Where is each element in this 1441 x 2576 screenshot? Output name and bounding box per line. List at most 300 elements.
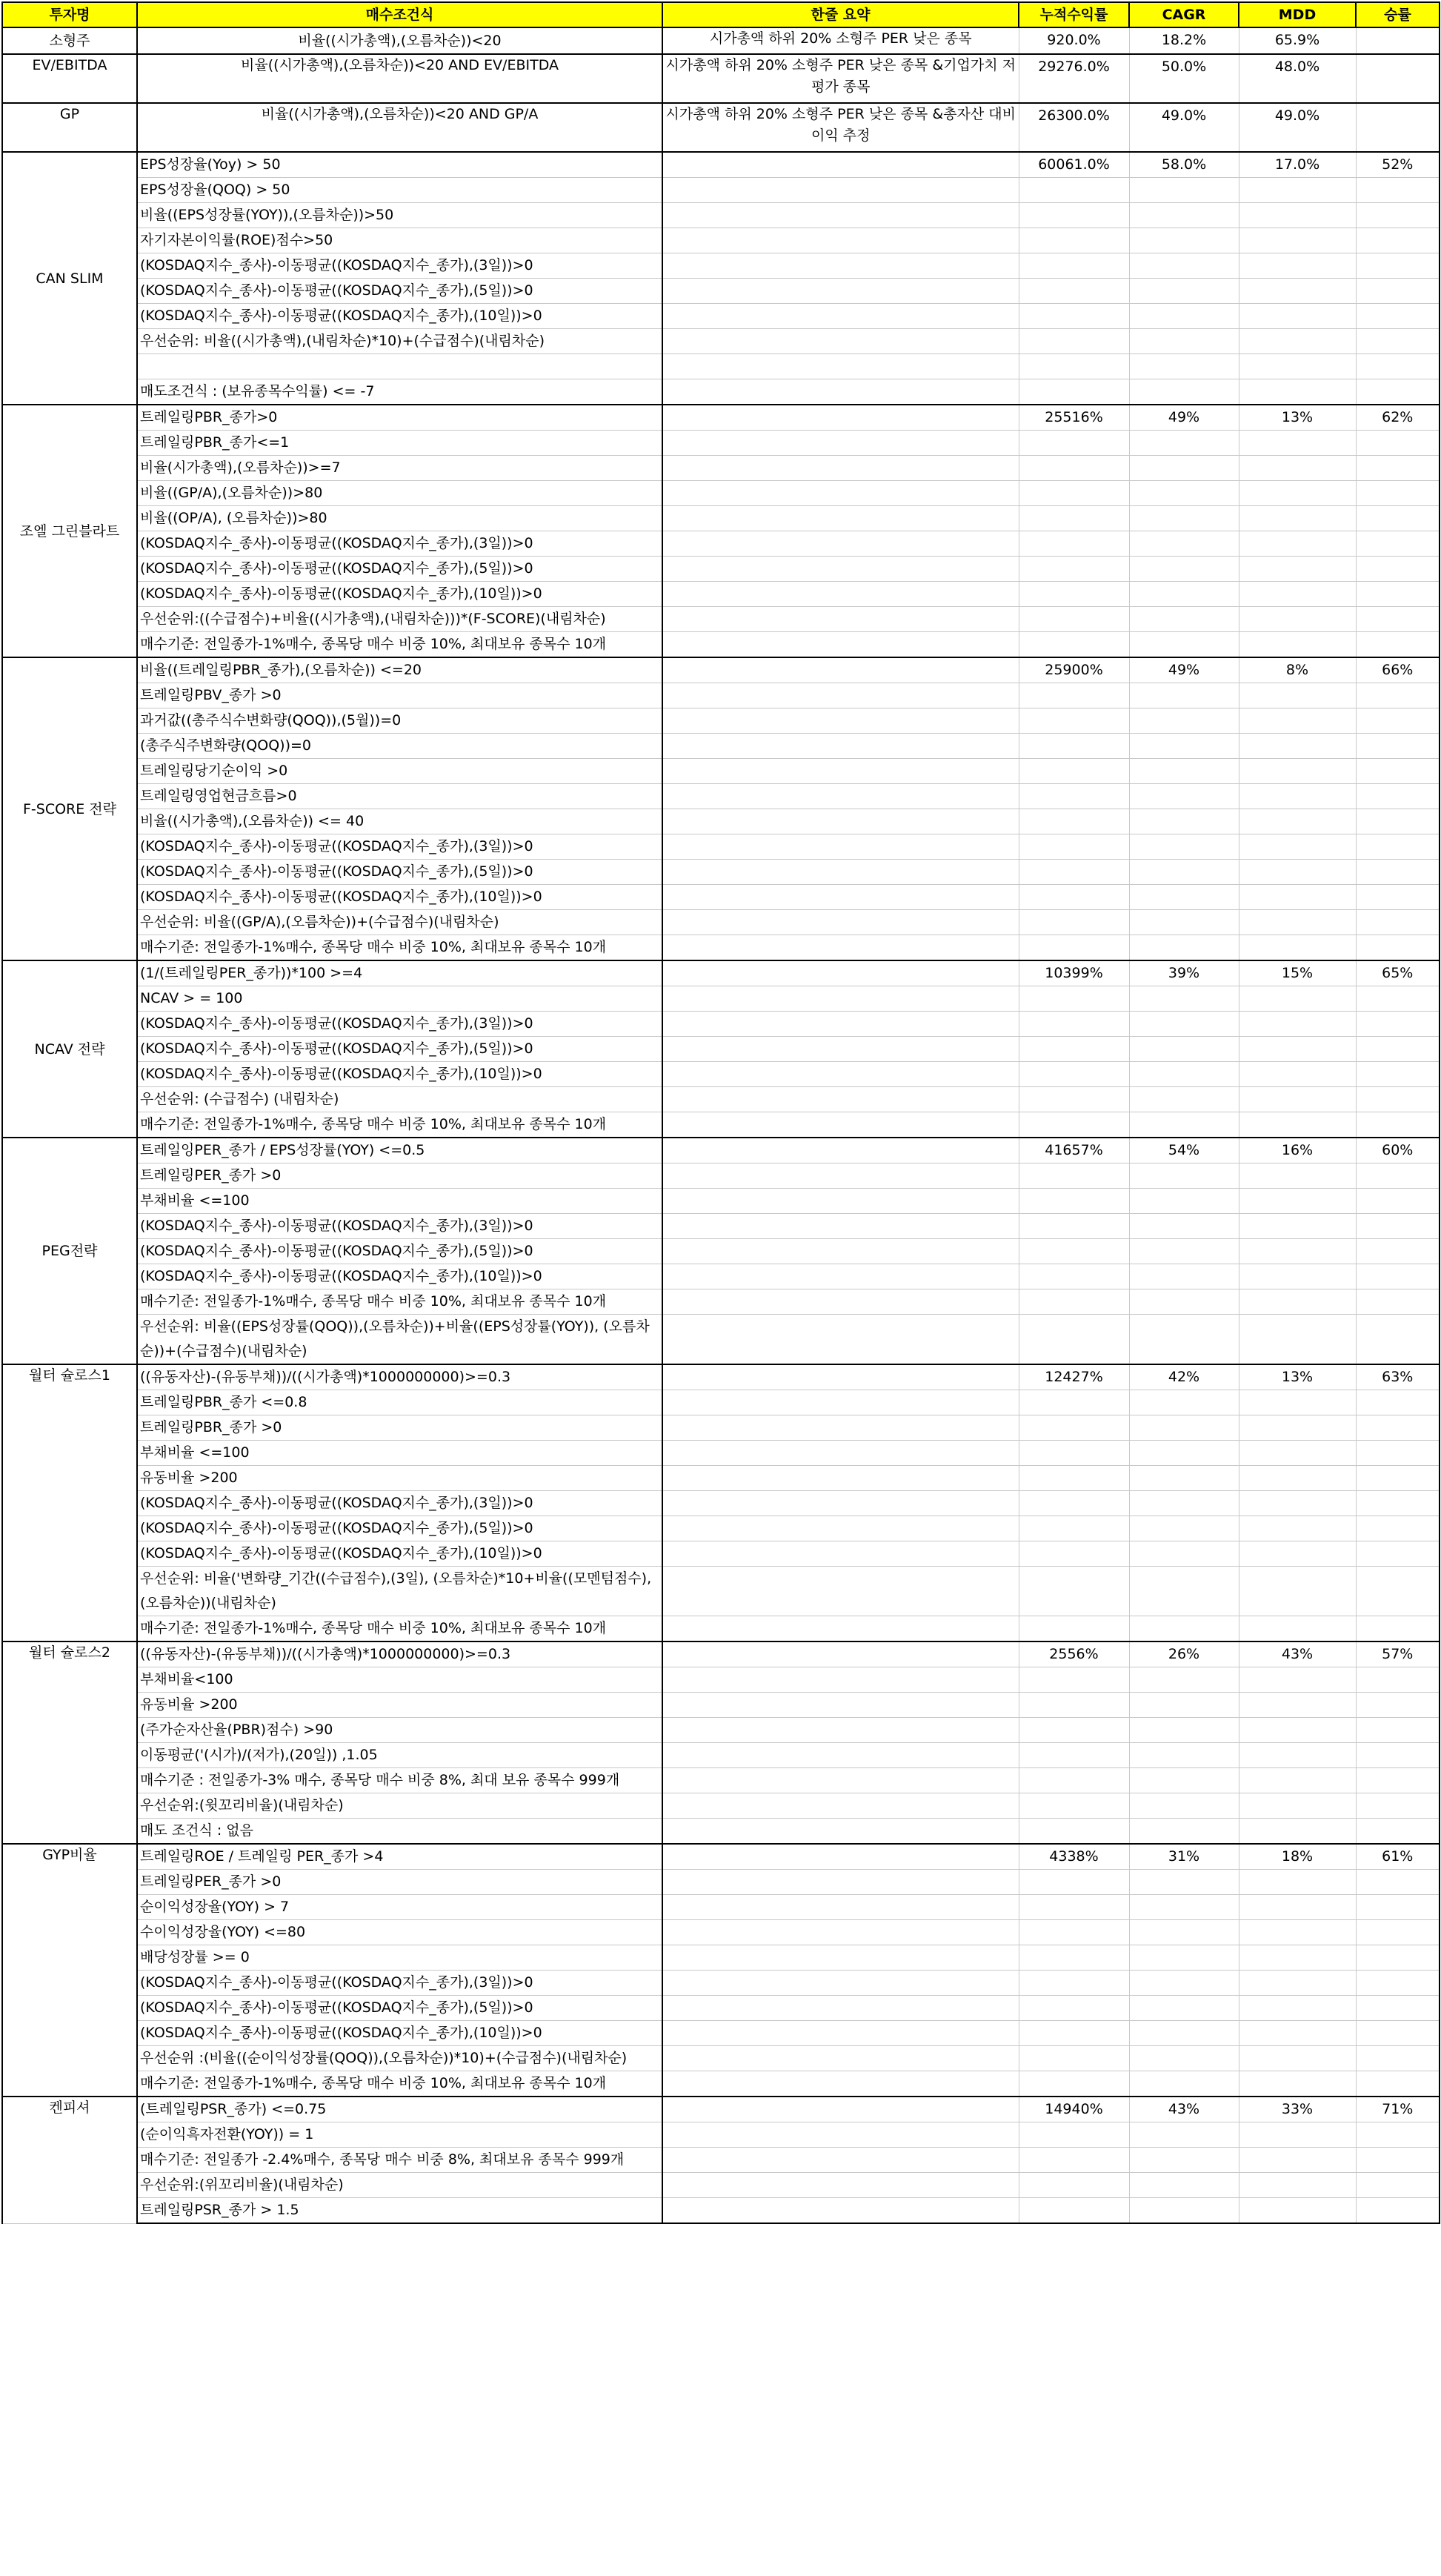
- mdd-cell: 33%: [1239, 2097, 1356, 2122]
- mdd-cell-empty: [1239, 1793, 1356, 1819]
- win-cell-empty: [1356, 582, 1440, 607]
- mdd-cell-empty: [1239, 1567, 1356, 1616]
- mdd-cell-empty: [1239, 2122, 1356, 2148]
- condition-cell: 순이익성장율(YOY) > 7: [137, 1895, 662, 1920]
- table-row: [2, 784, 1440, 809]
- table-row: [2, 2198, 1440, 2224]
- cagr-cell-empty: [1129, 1037, 1239, 1062]
- return-cell-empty: [1019, 1163, 1129, 1189]
- return-cell-empty: [1019, 708, 1129, 734]
- cagr-cell-empty: [1129, 1819, 1239, 1845]
- cagr-cell-empty: [1129, 1012, 1239, 1037]
- condition-cell: (KOSDAQ지수_종사)-이동평균((KOSDAQ지수_종가),(3일))>0: [137, 253, 662, 279]
- strategy-block: [2, 152, 1440, 405]
- table-row: [2, 178, 1440, 203]
- summary-cell-empty: [662, 1062, 1019, 1087]
- condition-cell: 유동비율 >200: [137, 1693, 662, 1718]
- table-row: [2, 557, 1440, 582]
- summary-cell-empty: [662, 1012, 1019, 1037]
- summary-cell-empty: [662, 860, 1019, 885]
- return-cell: 26300.0%: [1019, 103, 1129, 152]
- mdd-cell-empty: [1239, 1895, 1356, 1920]
- mdd-cell-empty: [1239, 986, 1356, 1012]
- mdd-cell-empty: [1239, 2021, 1356, 2046]
- condition-cell: (KOSDAQ지수_종사)-이동평균((KOSDAQ지수_종가),(10일))>0: [137, 1541, 662, 1567]
- cagr-cell-empty: [1129, 1895, 1239, 1920]
- mdd-cell-empty: [1239, 935, 1356, 961]
- condition-cell: 트레일링당기순이익 >0: [137, 759, 662, 784]
- win-cell-empty: [1356, 1239, 1440, 1264]
- mdd-cell-empty: [1239, 1441, 1356, 1466]
- table-row: [2, 1062, 1440, 1087]
- summary-cell-empty: [662, 379, 1019, 405]
- summary-cell: 시가총액 하위 20% 소형주 PER 낮은 종목: [662, 27, 1019, 54]
- win-cell-empty: [1356, 708, 1440, 734]
- table-row: [2, 1895, 1440, 1920]
- cagr-cell-empty: [1129, 1870, 1239, 1895]
- condition-cell: (KOSDAQ지수_종사)-이동평균((KOSDAQ지수_종가),(3일))>0: [137, 834, 662, 860]
- condition-cell: 트레일링영업현금흐름>0: [137, 784, 662, 809]
- strategy-name: 켄피셔: [2, 2097, 137, 2223]
- return-cell: 2556%: [1019, 1641, 1129, 1667]
- return-cell-empty: [1019, 2148, 1129, 2173]
- table-row: [2, 1189, 1440, 1214]
- cagr-cell-empty: [1129, 1541, 1239, 1567]
- mdd-cell-empty: [1239, 178, 1356, 203]
- summary-cell-empty: [662, 2173, 1019, 2198]
- win-cell-empty: [1356, 1037, 1440, 1062]
- win-cell-empty: [1356, 481, 1440, 506]
- mdd-cell: 48.0%: [1239, 54, 1356, 103]
- win-cell: 52%: [1356, 152, 1440, 178]
- table-row: [2, 431, 1440, 456]
- table-row: [2, 1996, 1440, 2021]
- strategy-name: 소형주: [2, 27, 137, 54]
- table-row: [2, 1616, 1440, 1642]
- summary-cell-empty: [662, 203, 1019, 228]
- return-cell-empty: [1019, 304, 1129, 329]
- table-row: [2, 1415, 1440, 1441]
- condition-cell: 매수기준: 전일종가-1%매수, 종목당 매수 비중 10%, 최대보유 종목수 10개: [137, 935, 662, 961]
- condition-cell: (KOSDAQ지수_종사)-이동평균((KOSDAQ지수_종가),(5일))>0: [137, 860, 662, 885]
- summary-cell: [662, 1641, 1019, 1667]
- condition-cell: 자기자본이익률(ROE)점수>50: [137, 228, 662, 253]
- summary-cell-empty: [662, 1667, 1019, 1693]
- mdd-cell-empty: [1239, 1214, 1356, 1239]
- summary-cell-empty: [662, 329, 1019, 354]
- strategy-block: [2, 27, 1440, 54]
- table-row: [2, 860, 1440, 885]
- mdd-cell-empty: [1239, 456, 1356, 481]
- return-cell: 920.0%: [1019, 27, 1129, 54]
- return-cell-empty: [1019, 834, 1129, 860]
- return-cell: 12427%: [1019, 1364, 1129, 1390]
- mdd-cell: 43%: [1239, 1641, 1356, 1667]
- return-cell-empty: [1019, 2046, 1129, 2071]
- mdd-cell-empty: [1239, 1870, 1356, 1895]
- win-cell-empty: [1356, 178, 1440, 203]
- cagr-cell-empty: [1129, 2198, 1239, 2224]
- win-cell-empty: [1356, 1264, 1440, 1289]
- return-cell-empty: [1019, 607, 1129, 632]
- win-cell-empty: [1356, 531, 1440, 557]
- return-cell-empty: [1019, 683, 1129, 708]
- mdd-cell-empty: [1239, 1693, 1356, 1718]
- table-row: [2, 582, 1440, 607]
- condition-cell: (KOSDAQ지수_종사)-이동평균((KOSDAQ지수_종가),(5일))>0: [137, 1239, 662, 1264]
- condition-cell: 부채비율 <=100: [137, 1189, 662, 1214]
- table-row: [2, 1844, 1440, 1870]
- summary-cell-empty: [662, 1315, 1019, 1365]
- table-row: [2, 809, 1440, 834]
- condition-cell: (KOSDAQ지수_종사)-이동평균((KOSDAQ지수_종가),(5일))>0: [137, 557, 662, 582]
- return-cell-empty: [1019, 1693, 1129, 1718]
- return-cell-empty: [1019, 279, 1129, 304]
- win-cell-empty: [1356, 1315, 1440, 1365]
- win-cell-empty: [1356, 1718, 1440, 1743]
- summary-cell-empty: [662, 1264, 1019, 1289]
- mdd-cell-empty: [1239, 1743, 1356, 1768]
- cagr-cell-empty: [1129, 1163, 1239, 1189]
- cagr-cell-empty: [1129, 834, 1239, 860]
- header-conditions: 매수조건식: [137, 2, 662, 27]
- condition-cell: (KOSDAQ지수_종사)-이동평균((KOSDAQ지수_종가),(10일))>0: [137, 1264, 662, 1289]
- summary-cell: [662, 405, 1019, 431]
- cagr-cell: 18.2%: [1129, 27, 1239, 54]
- summary-cell-empty: [662, 1743, 1019, 1768]
- condition-cell: (KOSDAQ지수_종사)-이동평균((KOSDAQ지수_종가),(5일))>0: [137, 1516, 662, 1541]
- table-row: [2, 1920, 1440, 1945]
- mdd-cell-empty: [1239, 304, 1356, 329]
- summary-cell-empty: [662, 910, 1019, 935]
- summary-cell: [662, 960, 1019, 986]
- mdd-cell-empty: [1239, 253, 1356, 279]
- mdd-cell-empty: [1239, 2071, 1356, 2097]
- summary-cell-empty: [662, 354, 1019, 379]
- table-row: [2, 1541, 1440, 1567]
- condition-cell: 우선순위: 비율((GP/A),(오름차순))+(수급점수)(내림차순): [137, 910, 662, 935]
- win-cell: 62%: [1356, 405, 1440, 431]
- cagr-cell-empty: [1129, 1491, 1239, 1516]
- table-row: [2, 405, 1440, 431]
- condition-cell: 트레일링PBR_종가<=1: [137, 431, 662, 456]
- strategy-block: [2, 1138, 1440, 1364]
- summary-cell-empty: [662, 481, 1019, 506]
- return-cell: 10399%: [1019, 960, 1129, 986]
- table-row: [2, 379, 1440, 405]
- condition-cell: (총주식주변화량(QOQ))=0: [137, 734, 662, 759]
- condition-cell: 매수기준: 전일종가-1%매수, 종목당 매수 비중 10%, 최대보유 종목수 10개: [137, 632, 662, 658]
- summary-cell-empty: [662, 683, 1019, 708]
- summary-cell-empty: [662, 708, 1019, 734]
- return-cell-empty: [1019, 1996, 1129, 2021]
- return-cell-empty: [1019, 1516, 1129, 1541]
- header-row: [2, 2, 1440, 27]
- condition-cell: 우선순위: 비율((시가총액),(내림차순)*10)+(수급점수)(내림차순): [137, 329, 662, 354]
- mdd-cell-empty: [1239, 734, 1356, 759]
- cagr-cell-empty: [1129, 784, 1239, 809]
- return-cell-empty: [1019, 860, 1129, 885]
- cagr-cell-empty: [1129, 2046, 1239, 2071]
- mdd-cell-empty: [1239, 1616, 1356, 1642]
- cagr-cell-empty: [1129, 2173, 1239, 2198]
- table-row: [2, 759, 1440, 784]
- strategy-name: 월터 슐로스2: [2, 1641, 137, 1844]
- summary-cell-empty: [662, 557, 1019, 582]
- return-cell-empty: [1019, 2173, 1129, 2198]
- mdd-cell-empty: [1239, 279, 1356, 304]
- return-cell-empty: [1019, 885, 1129, 910]
- cagr-cell: 39%: [1129, 960, 1239, 986]
- table-row: [2, 506, 1440, 531]
- return-cell-empty: [1019, 228, 1129, 253]
- table-row: [2, 1466, 1440, 1491]
- win-cell-empty: [1356, 860, 1440, 885]
- condition-cell: 우선순위: (수급점수) (내림차순): [137, 1087, 662, 1112]
- table-row: [2, 607, 1440, 632]
- return-cell-empty: [1019, 1667, 1129, 1693]
- win-cell-empty: [1356, 1693, 1440, 1718]
- mdd-cell-empty: [1239, 1718, 1356, 1743]
- condition-cell: EPS성장율(Yoy) > 50: [137, 152, 662, 178]
- summary-cell-empty: [662, 304, 1019, 329]
- header-name: 투자명: [2, 2, 137, 27]
- table-row: [2, 354, 1440, 379]
- strategy-name: 월터 슐로스1: [2, 1364, 137, 1641]
- win-cell-empty: [1356, 1112, 1440, 1138]
- table-row: [2, 1718, 1440, 1743]
- condition-cell: (KOSDAQ지수_종사)-이동평균((KOSDAQ지수_종가),(3일))>0: [137, 1012, 662, 1037]
- return-cell-empty: [1019, 481, 1129, 506]
- win-cell-empty: [1356, 1920, 1440, 1945]
- condition-cell: 트레일링PBV_종가 >0: [137, 683, 662, 708]
- return-cell: 60061.0%: [1019, 152, 1129, 178]
- table-row: [2, 834, 1440, 860]
- mdd-cell-empty: [1239, 1087, 1356, 1112]
- return-cell-empty: [1019, 1062, 1129, 1087]
- summary-cell-empty: [662, 1466, 1019, 1491]
- return-cell-empty: [1019, 632, 1129, 658]
- summary-cell-empty: [662, 456, 1019, 481]
- condition-cell: (KOSDAQ지수_종사)-이동평균((KOSDAQ지수_종가),(3일))>0: [137, 531, 662, 557]
- return-cell-empty: [1019, 253, 1129, 279]
- summary-cell: [662, 657, 1019, 683]
- summary-cell-empty: [662, 1390, 1019, 1415]
- mdd-cell-empty: [1239, 1264, 1356, 1289]
- condition-cell: 트레일링PBR_종가 >0: [137, 1415, 662, 1441]
- win-cell-empty: [1356, 784, 1440, 809]
- mdd-cell: 16%: [1239, 1138, 1356, 1163]
- cagr-cell-empty: [1129, 759, 1239, 784]
- return-cell-empty: [1019, 910, 1129, 935]
- table-row: [2, 279, 1440, 304]
- table-row: [2, 2046, 1440, 2071]
- table-row: [2, 657, 1440, 683]
- win-cell: 61%: [1356, 1844, 1440, 1870]
- table-row: [2, 2148, 1440, 2173]
- summary-cell-empty: [662, 632, 1019, 658]
- condition-cell: 부채비율 <=100: [137, 1441, 662, 1466]
- summary-cell-empty: [662, 2148, 1019, 2173]
- table-row: [2, 481, 1440, 506]
- mdd-cell-empty: [1239, 1315, 1356, 1365]
- cagr-cell-empty: [1129, 1971, 1239, 1996]
- summary-cell-empty: [662, 1541, 1019, 1567]
- mdd-cell-empty: [1239, 1415, 1356, 1441]
- return-cell-empty: [1019, 2021, 1129, 2046]
- cagr-cell-empty: [1129, 1793, 1239, 1819]
- return-cell-empty: [1019, 1315, 1129, 1365]
- condition-cell: 부채비율<100: [137, 1667, 662, 1693]
- table-row: [2, 304, 1440, 329]
- win-cell-empty: [1356, 304, 1440, 329]
- strategy-block: [2, 1641, 1440, 1844]
- table-row: [2, 2097, 1440, 2122]
- summary-cell-empty: [662, 1945, 1019, 1971]
- cagr-cell-empty: [1129, 354, 1239, 379]
- cagr-cell-empty: [1129, 632, 1239, 658]
- condition-cell: 배당성장률 >= 0: [137, 1945, 662, 1971]
- cagr-cell: 49.0%: [1129, 103, 1239, 152]
- win-cell-empty: [1356, 1819, 1440, 1845]
- condition-cell: 우선순위: 비율('변화량_기간((수급점수),(3일), (오름차순)*10+비율((모멘텀점수),(오름차순))(내림차순): [137, 1567, 662, 1616]
- mdd-cell-empty: [1239, 1667, 1356, 1693]
- win-cell-empty: [1356, 1870, 1440, 1895]
- return-cell-empty: [1019, 557, 1129, 582]
- header-summary: 한줄 요약: [662, 2, 1019, 27]
- cagr-cell-empty: [1129, 2148, 1239, 2173]
- win-cell-empty: [1356, 1616, 1440, 1642]
- win-cell: 57%: [1356, 1641, 1440, 1667]
- summary-cell-empty: [662, 885, 1019, 910]
- win-cell-empty: [1356, 557, 1440, 582]
- return-cell-empty: [1019, 531, 1129, 557]
- cagr-cell: 49%: [1129, 657, 1239, 683]
- strategy-block: [2, 657, 1440, 960]
- cagr-cell-empty: [1129, 456, 1239, 481]
- mdd-cell-empty: [1239, 1819, 1356, 1845]
- strategy-table: [1, 1, 1440, 2224]
- win-cell-empty: [1356, 2198, 1440, 2224]
- mdd-cell-empty: [1239, 2198, 1356, 2224]
- condition-cell: 우선순위: 비율((EPS성장률(QOQ)),(오름차순))+비율((EPS성장률(YOY)), (오름차순))+(수급점수)(내림차순): [137, 1315, 662, 1365]
- summary-cell-empty: [662, 1037, 1019, 1062]
- return-cell-empty: [1019, 1390, 1129, 1415]
- mdd-cell-empty: [1239, 1289, 1356, 1315]
- condition-cell: 비율((시가총액),(오름차순)) <= 40: [137, 809, 662, 834]
- mdd-cell-empty: [1239, 1037, 1356, 1062]
- return-cell-empty: [1019, 329, 1129, 354]
- mdd-cell-empty: [1239, 557, 1356, 582]
- win-cell-empty: [1356, 1289, 1440, 1315]
- mdd-cell-empty: [1239, 2148, 1356, 2173]
- strategy-name: CAN SLIM: [2, 152, 137, 405]
- summary-cell-empty: [662, 506, 1019, 531]
- mdd-cell-empty: [1239, 1920, 1356, 1945]
- cagr-cell-empty: [1129, 2021, 1239, 2046]
- cagr-cell: 26%: [1129, 1641, 1239, 1667]
- condition-cell: (1/(트레일링PER_종가))*100 >=4: [137, 960, 662, 986]
- mdd-cell-empty: [1239, 1012, 1356, 1037]
- win-cell-empty: [1356, 456, 1440, 481]
- win-cell: 66%: [1356, 657, 1440, 683]
- return-cell-empty: [1019, 1264, 1129, 1289]
- condition-cell: (주가순자산율(PBR)점수) >90: [137, 1718, 662, 1743]
- table-row: [2, 1163, 1440, 1189]
- win-cell-empty: [1356, 2046, 1440, 2071]
- win-cell: [1356, 103, 1440, 152]
- mdd-cell: 8%: [1239, 657, 1356, 683]
- cagr-cell-empty: [1129, 910, 1239, 935]
- mdd-cell: 17.0%: [1239, 152, 1356, 178]
- condition-cell: 매수기준: 전일종가-1%매수, 종목당 매수 비중 10%, 최대보유 종목수 10개: [137, 1112, 662, 1138]
- cagr-cell: 42%: [1129, 1364, 1239, 1390]
- table-row: [2, 1971, 1440, 1996]
- cagr-cell-empty: [1129, 1239, 1239, 1264]
- mdd-cell-empty: [1239, 481, 1356, 506]
- summary-cell: 시가총액 하위 20% 소형주 PER 낮은 종목 &총자산 대비 이익 추정: [662, 103, 1019, 152]
- win-cell: 60%: [1356, 1138, 1440, 1163]
- condition-cell: 우선순위 :(비율((순이익성장률(QOQ)),(오름차순))*10)+(수급점수)(내림차순): [137, 2046, 662, 2071]
- return-cell-empty: [1019, 1945, 1129, 1971]
- win-cell: [1356, 54, 1440, 103]
- mdd-cell-empty: [1239, 431, 1356, 456]
- table-row: [2, 1390, 1440, 1415]
- return-cell-empty: [1019, 1491, 1129, 1516]
- win-cell-empty: [1356, 2122, 1440, 2148]
- condition-cell: (KOSDAQ지수_종사)-이동평균((KOSDAQ지수_종가),(5일))>0: [137, 1996, 662, 2021]
- mdd-cell: 15%: [1239, 960, 1356, 986]
- condition-cell: ((유동자산)-(유동부채))/((시가총액)*1000000000)>=0.3: [137, 1641, 662, 1667]
- cagr-cell-empty: [1129, 178, 1239, 203]
- cagr-cell-empty: [1129, 379, 1239, 405]
- mdd-cell-empty: [1239, 354, 1356, 379]
- win-cell-empty: [1356, 203, 1440, 228]
- table-row: [2, 531, 1440, 557]
- mdd-cell-empty: [1239, 2046, 1356, 2071]
- table-row: [2, 1567, 1440, 1616]
- mdd-cell-empty: [1239, 2173, 1356, 2198]
- summary-cell-empty: [662, 228, 1019, 253]
- cagr-cell-empty: [1129, 506, 1239, 531]
- win-cell-empty: [1356, 1491, 1440, 1516]
- cagr-cell-empty: [1129, 203, 1239, 228]
- cagr-cell-empty: [1129, 1768, 1239, 1793]
- condition-cell: 트레일링PBR_종가 <=0.8: [137, 1390, 662, 1415]
- win-cell: 65%: [1356, 960, 1440, 986]
- return-cell-empty: [1019, 935, 1129, 961]
- condition-cell: 트레일링PBR_종가>0: [137, 405, 662, 431]
- mdd-cell-empty: [1239, 1163, 1356, 1189]
- table-row: [2, 203, 1440, 228]
- cagr-cell-empty: [1129, 1743, 1239, 1768]
- table-row: [2, 103, 1440, 152]
- cagr-cell-empty: [1129, 1214, 1239, 1239]
- summary-cell-empty: [662, 1289, 1019, 1315]
- summary-cell: [662, 1844, 1019, 1870]
- condition-cell: 비율((OP/A), (오름차순))>80: [137, 506, 662, 531]
- table-row: [2, 1087, 1440, 1112]
- summary-cell-empty: [662, 1920, 1019, 1945]
- summary-cell-empty: [662, 1112, 1019, 1138]
- strategy-block: [2, 1364, 1440, 1641]
- mdd-cell-empty: [1239, 329, 1356, 354]
- win-cell-empty: [1356, 1012, 1440, 1037]
- cagr-cell-empty: [1129, 1945, 1239, 1971]
- strategy-name: NCAV 전략: [2, 960, 137, 1138]
- cagr-cell-empty: [1129, 1567, 1239, 1616]
- table-row: [2, 632, 1440, 658]
